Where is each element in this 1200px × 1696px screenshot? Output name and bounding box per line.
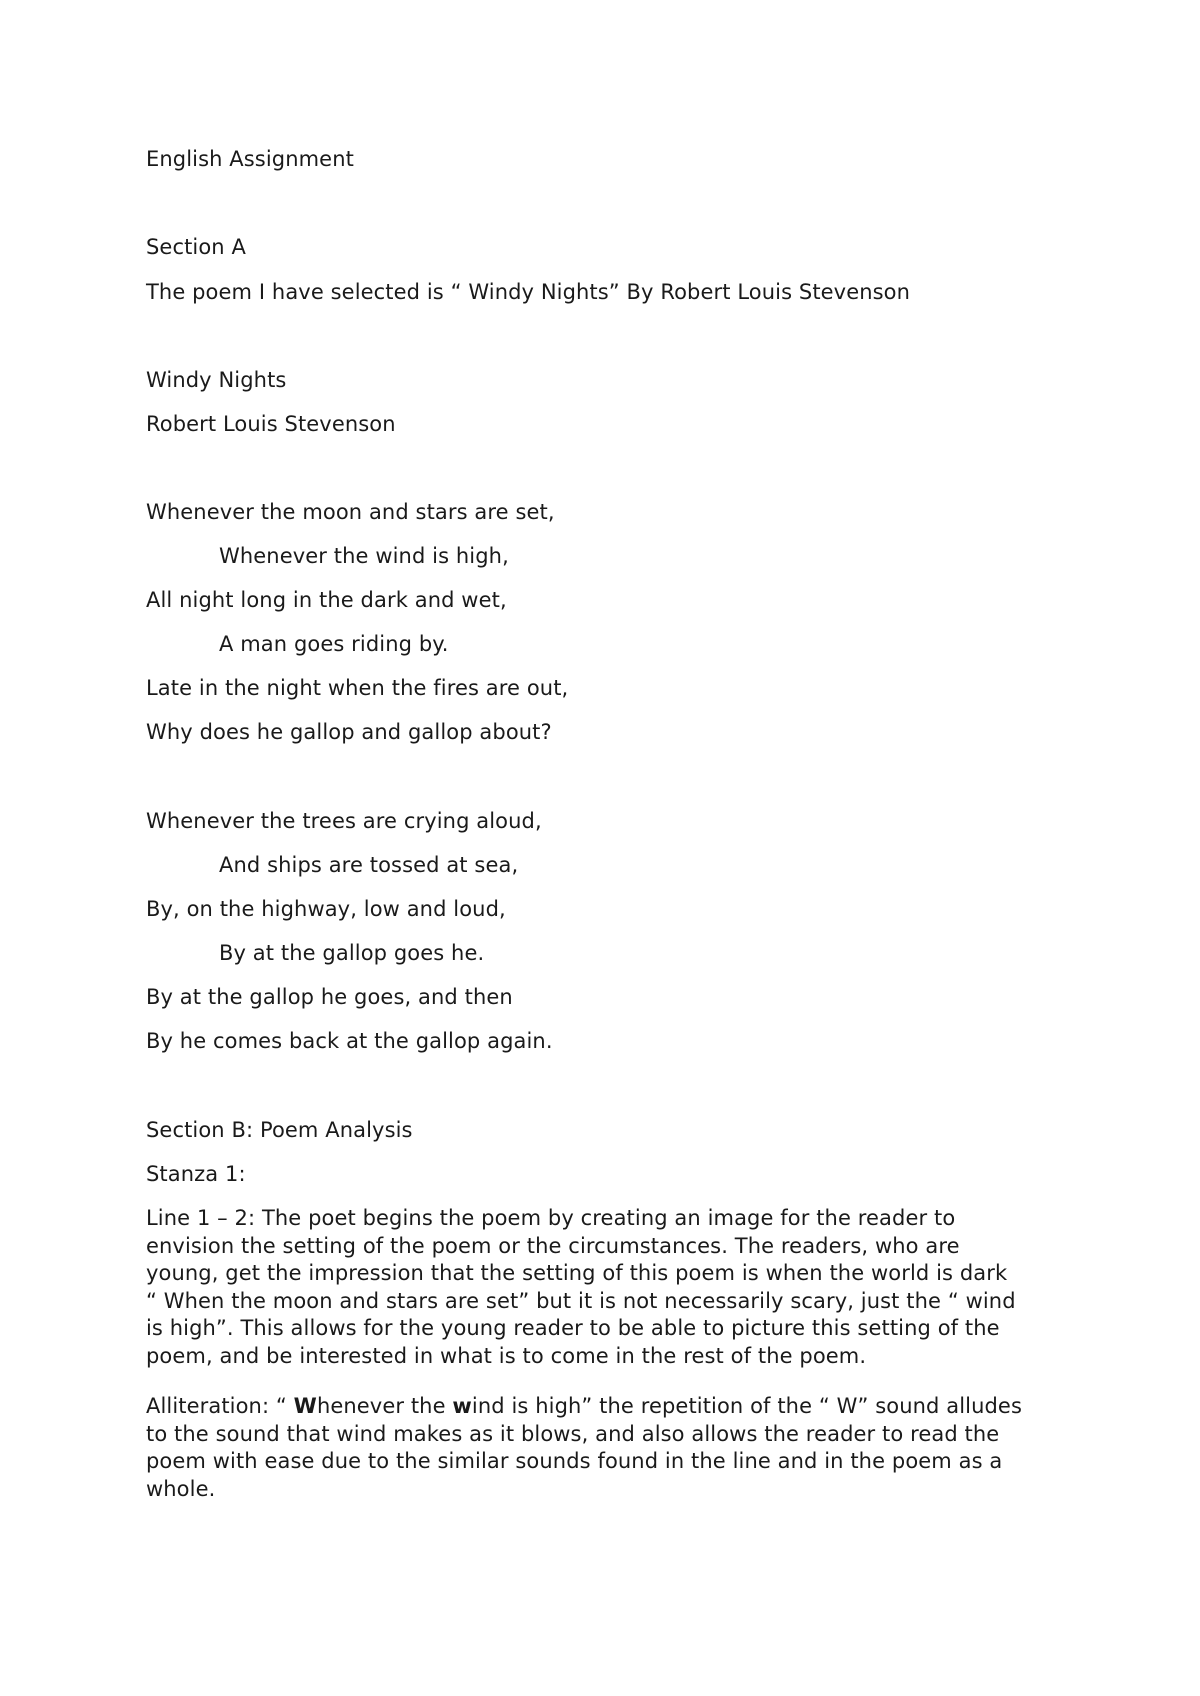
section-a-heading: Section A [146, 235, 246, 259]
analysis-line: young, get the impression that the setting of this poem is when the world is dark [146, 1261, 1008, 1285]
alliteration-letter: w [452, 1394, 472, 1418]
analysis-line: is high”. This allows for the young reader to be able to picture this setting of the [146, 1316, 1000, 1340]
poem-title: Windy Nights [146, 368, 287, 392]
analysis-line: envision the setting of the poem or the circumstances. The readers, who are [146, 1233, 960, 1258]
alliteration-paragraph [146, 1393, 1066, 1503]
stanza-label: Stanza 1: [146, 1162, 246, 1186]
alliteration-prefix: Alliteration: “ [146, 1394, 294, 1418]
poem-line: By at the gallop goes he. [219, 941, 485, 965]
section-a-intro: The poem I have selected is “ Windy Nights” By Robert Louis Stevenson [146, 280, 911, 304]
poem-line: By, on the highway, low and loud, [146, 897, 506, 921]
alliteration-text: ind is high” the repetition of the “ W” sound alludes [471, 1394, 1022, 1418]
poem-line: Whenever the trees are crying aloud, [146, 809, 542, 833]
analysis-line: “ When the moon and stars are set” but it is not necessarily scary, just the “ wind [146, 1288, 1016, 1313]
alliteration-line: poem with ease due to the similar sounds found in the line and in the poem as a [146, 1449, 1003, 1473]
poem-line: Whenever the wind is high, [219, 544, 509, 568]
analysis-paragraph [146, 1205, 1066, 1370]
poem-line: A man goes riding by. [219, 632, 449, 656]
poem-line: Why does he gallop and gallop about? [146, 720, 552, 744]
poem-line: By at the gallop he goes, and then [146, 985, 513, 1009]
alliteration-text: henever the [316, 1394, 453, 1418]
alliteration-letter: W [293, 1394, 317, 1418]
alliteration-first-line [146, 1393, 1066, 1421]
analysis-line: poem, and be interested in what is to come in the rest of the poem. [146, 1343, 867, 1368]
analysis-line: Line 1 – 2: The poet begins the poem by creating an image for the reader to [146, 1206, 956, 1230]
alliteration-line: whole. [146, 1476, 216, 1501]
section-b-heading: Section B: Poem Analysis [146, 1118, 413, 1142]
poem-line: And ships are tossed at sea, [219, 853, 519, 877]
poem-author: Robert Louis Stevenson [146, 412, 396, 436]
poem-line: By he comes back at the gallop again. [146, 1029, 553, 1053]
alliteration-line: to the sound that wind makes as it blows, and also allows the reader to read the [146, 1421, 1000, 1446]
poem-line: All night long in the dark and wet, [146, 588, 507, 612]
poem-line: Late in the night when the fires are out, [146, 676, 569, 700]
poem-line: Whenever the moon and stars are set, [146, 500, 555, 524]
document-title: English Assignment [146, 147, 354, 171]
